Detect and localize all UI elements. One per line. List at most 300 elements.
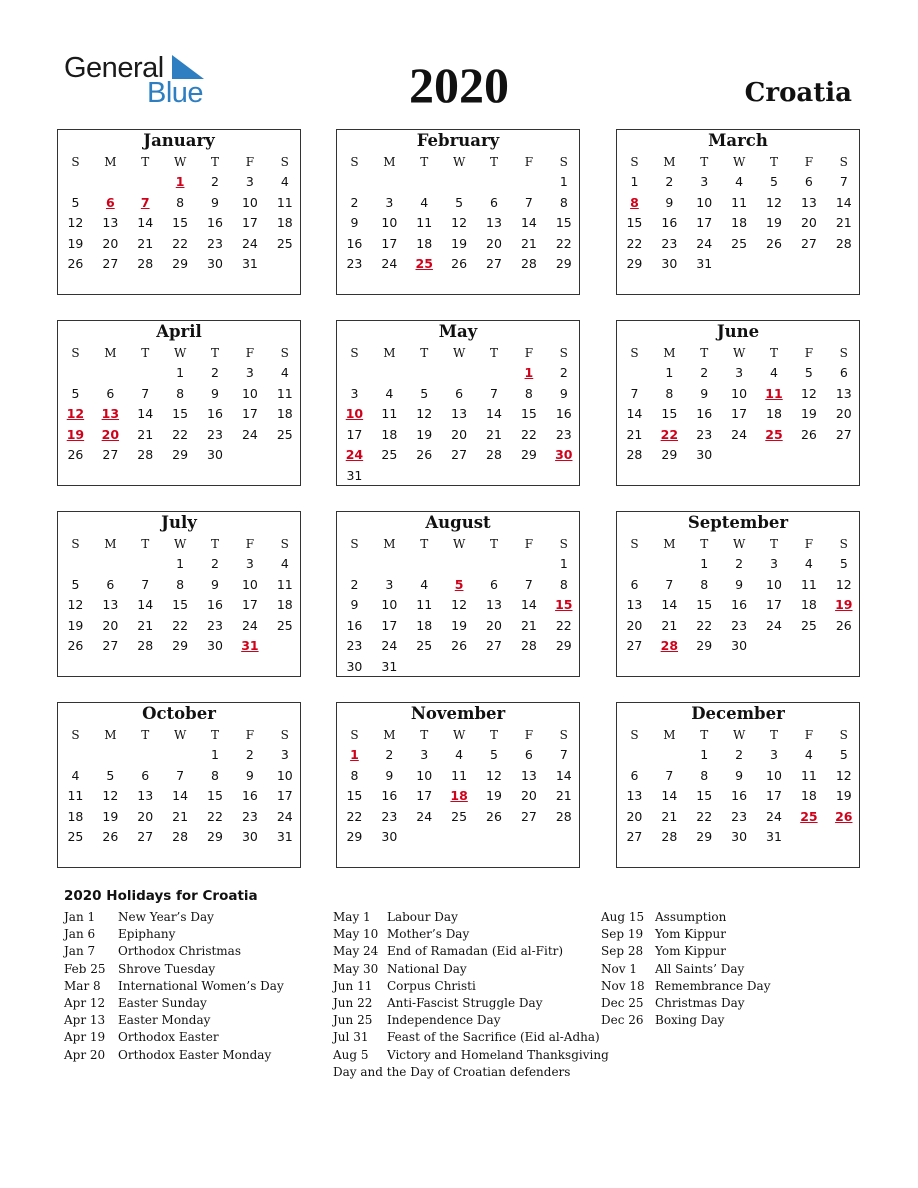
day-cell: 4 (770, 365, 778, 380)
day-cell: 16 (696, 406, 713, 421)
day-cell: 9 (559, 385, 568, 401)
day-cell: 24 (416, 808, 433, 824)
day-cell: 10 (381, 215, 398, 230)
holiday-name: Yom Kippur (655, 944, 726, 959)
day-cell: 16 (207, 215, 223, 230)
day-cell: 21 (137, 426, 154, 442)
month-name: December (691, 704, 785, 723)
weekday-header: F (804, 155, 814, 169)
empty-cell (58, 554, 93, 575)
day-cell: 2 (350, 576, 359, 592)
day-cell: 7 (839, 174, 848, 189)
holiday-day-cell: 28 (660, 638, 679, 653)
holiday-day-cell: 1 (350, 747, 359, 762)
holiday-row (333, 1012, 593, 1029)
day-cell: 19 (835, 788, 852, 803)
day-cell: 23 (207, 235, 223, 251)
weekday-header: T (700, 346, 709, 360)
weekday-header: T (490, 728, 499, 742)
day-cell: 18 (800, 597, 817, 612)
day-cell: 20 (835, 406, 852, 421)
day-cell: 16 (381, 788, 398, 803)
holiday-day-cell: 22 (660, 426, 679, 442)
weekday-header: T (490, 155, 499, 169)
month-day-grid (58, 725, 300, 848)
day-cell: 14 (835, 194, 852, 210)
day-cell: 29 (696, 829, 713, 844)
day-cell: 22 (555, 617, 572, 633)
day-cell: 24 (241, 617, 258, 633)
day-cell: 21 (626, 426, 643, 442)
month-december (616, 702, 860, 868)
holiday-name: Easter Sunday (118, 995, 207, 1010)
day-cell: 25 (731, 235, 748, 251)
weekday-header: S (630, 155, 639, 169)
day-cell: 29 (207, 829, 223, 844)
day-cell: 4 (420, 194, 429, 210)
holiday-name: Labour Day (387, 910, 458, 924)
holiday-day-cell: 19 (835, 597, 853, 612)
day-cell: 3 (350, 385, 359, 401)
day-cell: 23 (731, 617, 748, 633)
day-cell: 31 (696, 256, 713, 271)
holiday-name: Anti-Fascist Struggle Day (387, 995, 543, 1010)
day-cell: 3 (420, 747, 429, 762)
holiday-date: Jun 25 (333, 1013, 373, 1028)
empty-cell (337, 363, 372, 384)
day-cell: 11 (731, 194, 748, 210)
day-cell: 1 (211, 747, 219, 762)
day-cell: 14 (137, 597, 154, 612)
day-cell: 1 (559, 174, 568, 189)
holiday-day-cell: 12 (66, 406, 85, 421)
weekday-header: W (173, 155, 187, 169)
day-cell: 7 (176, 767, 185, 783)
day-cell: 23 (731, 808, 748, 824)
day-cell: 1 (176, 556, 185, 571)
day-cell: 26 (766, 235, 782, 251)
day-cell: 18 (276, 597, 293, 612)
day-cell: 4 (280, 365, 289, 380)
day-cell: 25 (276, 426, 293, 442)
day-cell: 3 (385, 576, 394, 592)
weekday-header: M (663, 155, 676, 169)
day-cell: 14 (661, 597, 678, 612)
day-cell: 4 (71, 767, 80, 783)
day-cell: 8 (211, 767, 219, 783)
weekday-header: F (524, 346, 534, 360)
day-cell: 26 (67, 447, 84, 462)
day-cell: 10 (241, 194, 258, 210)
day-cell: 21 (137, 235, 154, 251)
day-cell: 6 (804, 174, 813, 189)
month-september (616, 511, 860, 677)
day-cell: 1 (700, 556, 709, 571)
weekday-header: T (490, 537, 499, 551)
day-cell: 2 (245, 747, 254, 762)
weekday-header: S (630, 346, 639, 360)
day-cell: 22 (696, 808, 713, 824)
empty-cell (128, 554, 163, 575)
day-cell: 12 (486, 767, 502, 783)
day-cell: 26 (486, 808, 502, 824)
weekday-header: F (245, 537, 255, 551)
holiday-date: Apr 20 (64, 1047, 106, 1062)
day-cell: 11 (800, 576, 817, 592)
day-cell: 4 (280, 556, 289, 571)
day-cell: 25 (276, 235, 293, 251)
day-cell: 30 (207, 447, 223, 462)
day-cell: 14 (172, 788, 189, 803)
weekday-header: W (173, 346, 187, 360)
day-cell: 16 (731, 788, 748, 803)
day-cell: 11 (381, 406, 398, 421)
weekday-header: F (524, 728, 534, 742)
day-cell: 19 (67, 235, 84, 251)
month-day-grid (337, 152, 579, 275)
day-cell: 9 (665, 194, 674, 210)
holiday-day-cell: 19 (66, 426, 85, 442)
holiday-row (333, 1029, 600, 1046)
holiday-date: Sep 28 (601, 944, 644, 959)
day-cell: 22 (346, 808, 363, 824)
day-cell: 22 (207, 808, 223, 824)
logo-word-general: General (64, 52, 164, 84)
month-day-grid (337, 343, 579, 486)
weekday-header: S (71, 728, 80, 742)
day-cell: 26 (451, 256, 468, 271)
day-cell: 10 (241, 385, 258, 401)
day-cell: 30 (207, 256, 223, 271)
day-cell: 27 (520, 808, 537, 824)
day-cell: 19 (451, 235, 468, 251)
holiday-day-cell: 31 (241, 638, 259, 653)
day-cell: 24 (276, 808, 293, 824)
holiday-name: International Women’s Day (118, 978, 284, 993)
day-cell: 9 (350, 215, 359, 230)
weekday-header: W (732, 537, 746, 551)
day-cell: 20 (137, 808, 154, 824)
day-cell: 13 (520, 767, 537, 783)
day-cell: 27 (486, 256, 502, 271)
holiday-row (601, 1012, 861, 1029)
day-cell: 12 (102, 788, 119, 803)
day-cell: 8 (559, 576, 568, 592)
holiday-day-cell: 5 (454, 576, 464, 592)
day-cell: 11 (416, 215, 433, 230)
holiday-name: Independence Day (387, 1013, 501, 1028)
day-cell: 21 (520, 617, 537, 633)
day-cell: 8 (700, 576, 709, 592)
holiday-day-cell: 18 (450, 788, 468, 803)
empty-cell (128, 172, 163, 193)
day-cell: 25 (276, 617, 293, 633)
holiday-date: Nov 1 (601, 961, 637, 976)
empty-cell (128, 363, 163, 384)
day-cell: 17 (416, 788, 433, 803)
holiday-day-cell: 13 (101, 406, 120, 421)
day-cell: 12 (67, 215, 84, 230)
weekday-header: T (141, 728, 150, 742)
day-cell: 5 (490, 747, 498, 762)
day-cell: 7 (630, 385, 639, 401)
day-cell: 13 (102, 597, 119, 612)
day-cell: 22 (172, 426, 189, 442)
weekday-header: W (732, 346, 746, 360)
weekday-header: S (280, 537, 289, 551)
weekday-header: T (770, 346, 779, 360)
weekday-header: W (732, 155, 746, 169)
day-cell: 16 (661, 215, 678, 230)
month-day-grid (617, 343, 859, 466)
holiday-day-cell: 8 (630, 194, 639, 210)
day-cell: 18 (276, 406, 293, 421)
holiday-row (64, 909, 324, 926)
month-name: August (425, 513, 491, 532)
day-cell: 22 (172, 617, 189, 633)
empty-cell (58, 363, 93, 384)
weekday-header: T (211, 537, 220, 551)
empty-cell (442, 554, 477, 575)
weekday-header: M (383, 728, 396, 742)
day-cell: 11 (67, 788, 84, 803)
country-name: Croatia (744, 78, 852, 108)
day-cell: 27 (835, 426, 852, 442)
day-cell: 2 (735, 747, 744, 762)
day-cell: 19 (800, 406, 817, 421)
weekday-header: T (770, 537, 779, 551)
holiday-row (333, 961, 593, 978)
day-cell: 7 (665, 576, 674, 592)
day-cell: 23 (381, 808, 398, 824)
day-cell: 7 (524, 194, 533, 210)
weekday-header: S (280, 346, 289, 360)
day-cell: 2 (385, 747, 394, 762)
day-cell: 13 (835, 385, 852, 401)
empty-cell (58, 745, 93, 766)
day-cell: 20 (486, 235, 502, 251)
month-name: March (708, 131, 768, 150)
day-cell: 27 (800, 235, 817, 251)
holiday-date: Mar 8 (64, 978, 101, 993)
day-cell: 12 (451, 597, 468, 612)
day-cell: 5 (71, 576, 80, 592)
day-cell: 15 (172, 597, 189, 612)
day-cell: 15 (207, 788, 223, 803)
month-july (57, 511, 301, 677)
day-cell: 4 (804, 747, 813, 762)
holiday-row (64, 961, 324, 978)
day-cell: 16 (731, 597, 748, 612)
day-cell: 12 (766, 194, 782, 210)
holiday-name: Shrove Tuesday (118, 961, 216, 976)
month-day-grid (617, 152, 859, 275)
day-cell: 10 (696, 194, 713, 210)
day-cell: 30 (661, 256, 678, 271)
day-cell: 18 (381, 426, 398, 442)
day-cell: 11 (276, 385, 293, 401)
day-cell: 4 (385, 385, 394, 401)
month-day-grid (337, 534, 579, 677)
day-cell: 1 (665, 365, 674, 380)
month-name: January (143, 131, 215, 150)
weekday-header: S (839, 728, 848, 742)
day-cell: 19 (67, 617, 84, 633)
day-cell: 23 (661, 235, 678, 251)
day-cell: 5 (839, 747, 848, 762)
holiday-day-cell: 15 (555, 597, 573, 612)
day-cell: 13 (486, 597, 502, 612)
weekday-header: M (104, 155, 117, 169)
day-cell: 28 (835, 235, 852, 251)
weekday-header: S (350, 537, 359, 551)
weekday-header: M (104, 537, 117, 551)
day-cell: 16 (207, 406, 223, 421)
weekday-header: T (700, 728, 709, 742)
day-cell: 17 (346, 426, 363, 442)
day-cell: 1 (700, 747, 709, 762)
holiday-row (64, 978, 324, 995)
holiday-date: Jun 22 (333, 995, 373, 1010)
weekday-header: T (420, 155, 429, 169)
holiday-column (601, 909, 861, 1029)
holiday-date: May 1 (333, 910, 371, 924)
day-cell: 20 (626, 808, 643, 824)
weekday-header: T (420, 728, 429, 742)
day-cell: 23 (555, 426, 572, 442)
day-cell: 9 (211, 576, 219, 592)
day-cell: 28 (486, 447, 502, 462)
day-cell: 13 (800, 194, 817, 210)
day-cell: 5 (420, 385, 429, 401)
weekday-header: F (524, 155, 534, 169)
day-cell: 31 (241, 256, 258, 271)
weekday-header: T (490, 346, 499, 360)
weekday-header: W (452, 155, 466, 169)
day-cell: 3 (385, 194, 394, 210)
holiday-name: Mother’s Day (387, 927, 470, 942)
holiday-date: Dec 26 (601, 1013, 644, 1028)
holiday-date: Jan 7 (64, 944, 96, 959)
day-cell: 2 (665, 174, 674, 189)
day-cell: 21 (661, 808, 678, 824)
holiday-name: Orthodox Easter Monday (118, 1047, 272, 1062)
day-cell: 24 (766, 808, 782, 824)
day-cell: 13 (102, 215, 119, 230)
empty-cell (372, 554, 407, 575)
day-cell: 28 (137, 638, 154, 653)
day-cell: 26 (451, 638, 468, 653)
day-cell: 11 (276, 576, 293, 592)
holiday-day-cell: 7 (140, 194, 150, 210)
day-cell: 6 (490, 194, 498, 210)
month-name: November (410, 704, 506, 723)
weekday-header: F (245, 728, 255, 742)
holiday-row (601, 995, 861, 1012)
day-cell: 7 (490, 385, 498, 401)
empty-cell (372, 172, 407, 193)
day-cell: 6 (455, 385, 464, 401)
day-cell: 31 (276, 829, 293, 844)
day-cell: 25 (416, 638, 433, 653)
day-cell: 1 (630, 174, 639, 189)
day-cell: 25 (381, 447, 398, 462)
weekday-header: S (350, 346, 359, 360)
day-cell: 18 (276, 215, 293, 230)
month-day-grid (617, 725, 859, 848)
day-cell: 11 (416, 597, 433, 612)
holiday-name-continuation: Day and the Day of Croatian defenders (333, 1064, 571, 1079)
day-cell: 20 (102, 617, 119, 633)
holiday-name: End of Ramadan (Eid al-Fitr) (387, 944, 564, 959)
day-cell: 6 (524, 747, 533, 762)
holiday-date: Jun 11 (333, 978, 373, 993)
day-cell: 15 (555, 215, 572, 230)
month-june (616, 320, 860, 486)
empty-cell (93, 554, 128, 575)
day-cell: 22 (696, 617, 713, 633)
day-cell: 27 (626, 638, 643, 653)
day-cell: 9 (385, 767, 394, 783)
day-cell: 10 (276, 767, 293, 783)
day-cell: 29 (555, 638, 572, 653)
day-cell: 1 (176, 365, 185, 380)
weekday-header: F (245, 155, 255, 169)
day-cell: 8 (700, 767, 709, 783)
day-cell: 31 (766, 829, 782, 844)
day-cell: 18 (766, 406, 782, 421)
holiday-name: Epiphany (118, 927, 176, 942)
day-cell: 9 (211, 385, 219, 401)
day-cell: 28 (555, 808, 572, 824)
weekday-header: S (559, 537, 568, 551)
day-cell: 28 (520, 256, 537, 271)
day-cell: 23 (346, 638, 363, 653)
holiday-name: Yom Kippur (655, 927, 726, 942)
day-cell: 6 (839, 365, 848, 380)
day-cell: 18 (67, 808, 84, 824)
day-cell: 28 (137, 447, 154, 462)
day-cell: 7 (141, 576, 150, 592)
holiday-row (333, 1064, 593, 1081)
day-cell: 15 (696, 597, 713, 612)
day-cell: 27 (102, 256, 119, 271)
holiday-day-cell: 1 (524, 365, 534, 380)
weekday-header: F (524, 537, 534, 551)
day-cell: 31 (346, 467, 363, 483)
holidays-title: 2020 Holidays for Croatia (64, 888, 258, 904)
day-cell: 23 (696, 426, 713, 442)
day-cell: 2 (700, 365, 709, 380)
holiday-date: Apr 19 (64, 1030, 106, 1045)
holiday-day-cell: 26 (835, 808, 853, 824)
holiday-day-cell: 30 (555, 447, 573, 462)
day-cell: 15 (346, 788, 363, 803)
weekday-header: S (839, 346, 848, 360)
weekday-header: W (452, 728, 466, 742)
day-cell: 17 (731, 406, 748, 421)
holiday-date: Jul 31 (333, 1030, 369, 1045)
day-cell: 6 (490, 576, 498, 592)
day-cell: 20 (102, 235, 119, 251)
empty-cell (511, 554, 546, 575)
day-cell: 28 (520, 638, 537, 653)
day-cell: 3 (280, 747, 289, 762)
day-cell: 10 (416, 767, 433, 783)
day-cell: 1 (559, 556, 568, 571)
holiday-row (333, 995, 593, 1012)
weekday-header: S (71, 155, 80, 169)
